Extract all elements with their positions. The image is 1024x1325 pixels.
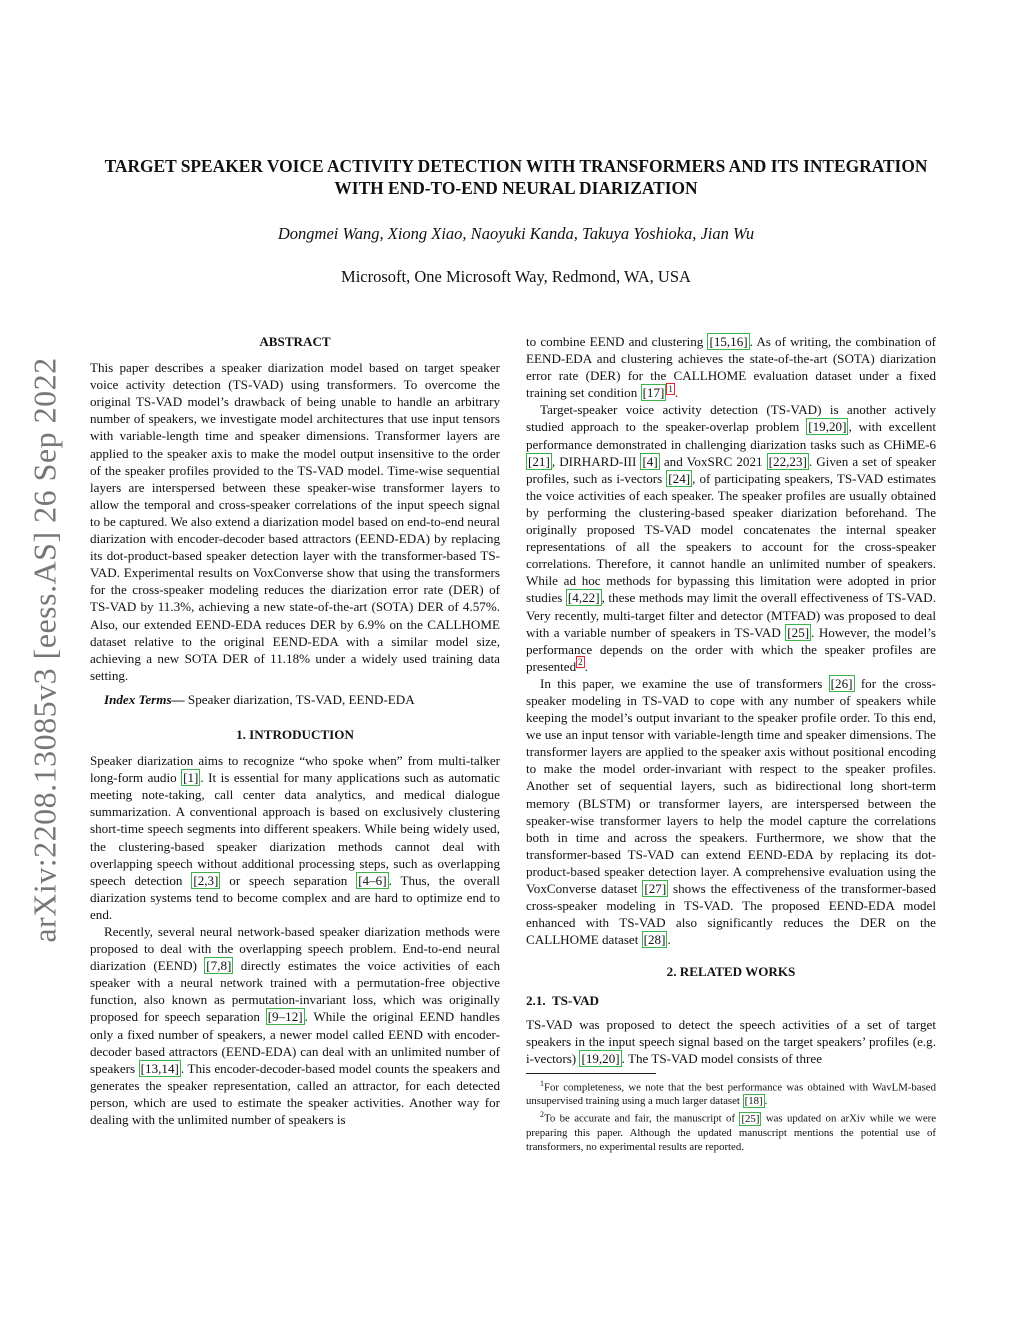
- citation-link[interactable]: [21]: [528, 453, 550, 469]
- citation-link[interactable]: [19,20]: [808, 419, 847, 435]
- citation-link[interactable]: [13,14]: [140, 1060, 179, 1076]
- right-paragraph-1: to combine EEND and clustering [15,16] . As of writing, the combination of EEND-EDA and clustering achieves the state-of-the-art (SOTA) diarization error rate (DER) for the CALLHOME evaluation dataset under a fixed training set condition [17] $^1$ .: [526, 334, 936, 401]
- ts-vad-subheading: 2.1. TS-VAD: [526, 993, 600, 1009]
- abstract-heading: ABSTRACT: [259, 334, 331, 349]
- footnote-link[interactable]: 2: [578, 657, 583, 668]
- introduction-heading: 1. INTRODUCTION: [236, 726, 354, 742]
- right-column: [526, 333, 936, 1154]
- citation-link[interactable]: [18]: [744, 1095, 763, 1108]
- footnote-1: $^1$For completeness, we note that the best performance was obtained with WavLM-based unsupervised training using a much larger dataset [18] .: [526, 1078, 936, 1108]
- citation-link[interactable]: [19,20]: [581, 1050, 620, 1066]
- citation-link[interactable]: [26]: [830, 675, 853, 691]
- citation-link[interactable]: [27]: [644, 881, 667, 896]
- citation-link[interactable]: [9–12]: [267, 1009, 303, 1025]
- citation-link[interactable]: [17]: [642, 385, 665, 401]
- related-works-heading: 2. RELATED WORKS: [666, 964, 796, 980]
- citation-link[interactable]: [4]: [642, 453, 658, 469]
- citation-link[interactable]: [25]: [741, 1113, 760, 1126]
- author-list: Dongmei Wang, Xiong Xiao, Naoyuki Kanda, Takuya Yoshioka, Jian Wu: [277, 224, 755, 243]
- footnote-divider: [526, 1073, 656, 1074]
- index-terms-text: Speaker diarization, TS-VAD, EEND-EDA: [187, 691, 415, 707]
- right-paragraph-3: In this paper, we examine the use of transformers [26] for the cross-speaker modeling in TS-VAD to cope with any number of speakers while keeping the model’s output invariant to the speaker profile order. To this end, we use an input tensor with variable-length time and speaker dimensions. The transformer layers are applied to the speaker axis without positional encoding to make the model order-invariant with respect to the speaker profiles. Another set of sequential layers, such as bidirectional long short-term memory (BLSTM) or transformer layers, are interspersed between the speaker-wise transformer layers to help the model capture the correlations both in time and across the speakers. Furthermore, we show that the transformer-based TS-VAD can extend EEND-EDA by replacing its dot-product-based speaker detection layer. A comprehensive evaluation using the VoxConverse dataset [27] shows the effectiveness of the transformer-based cross-speaker modeling in TS-VAD. The proposed EEND-EDA model enhanced with TS-VAD also significantly reduces the DER on the CALLHOME dataset [28] .: [526, 675, 936, 948]
- citation-link[interactable]: [4–6]: [358, 872, 387, 888]
- citation-link[interactable]: [4,22]: [567, 590, 600, 606]
- footnote-link[interactable]: 1: [668, 383, 673, 394]
- right-paragraph-2: Target-speaker voice activity detection (TS-VAD) is another actively studied approach to the speaker-overlap problem [19,20] , with excellent performance demonstrated in challenging diarization tasks such as CHiME-6 [21] , DIRHARD-III [4] and VoxSRC 2021 [22,23] . Given a set of speaker profiles, such as i-vectors [24] , of participating speakers, TS-VAD estimates the voice activities of each speaker. The speaker profiles are usually obtained by performing the clustering-based speaker diarization beforehand. The originally proposed TS-VAD model concatenates the internal speaker representations of all the speakers to account for the cross-speaker correlations. Therefore, it cannot handle an unlimited number of speakers. While ad hoc methods for bypassing this limitation were adopted in prior studies [4,22] , these methods may limit the overall effectiveness of TS-VAD. Very recently, multi-target filter and detector (MTFAD) was proposed to deal with a variable number of speakers in TS-VAD [25] . However, the model’s performance depends on the order with which the speaker profiles are presented $^2$ .: [526, 402, 937, 674]
- right-paragraph-4: TS-VAD was proposed to detect the speech activities of a set of target speakers in the input speech signal based on the target speakers’ profiles (e.g. i-vectors) [19,20] . The TS-VAD model consists of three: [526, 1016, 936, 1066]
- index-terms: [90, 691, 500, 708]
- citation-link[interactable]: [15,16]: [709, 334, 748, 349]
- arxiv-id: arXiv:2208.13085v3 [eess.AS] 26 Sep 2022: [26, 357, 63, 943]
- abstract-text: This paper describes a speaker diarization model based on target speaker voice activity detection (TS-VAD) using transformers. To overcome the original TS-VAD model’s drawback of being unable to handle an arbitrary number of speakers, we investigate model architectures that use input tensors with variable-length time and speaker dimensions. Transformer layers are applied to the speaker axis to make the model output insensitive to the order of the speaker profiles provided to the TS-VAD model. Time-wise sequential layers are interspersed between these speaker-wise transformer layers to allow the temporal and cross-speaker correlations of the input speech signal to be captured. We also extend a diarization model based on end-to-end neural diarization with encoder-decoder based attractors (EEND-EDA) by replacing its dot-product-based speaker detection layer with the transformer-based TS-VAD. Experimental results on VoxConverse show that using the transformers for the cross-speaker modeling reduces the diarization error rate (DER) of TS-VAD by 11.3%, achieving a new state-of-the-art (SOTA) DER of 4.57%. Also, our extended EEND-EDA reduces DER by 6.9% on the CALLHOME dataset relative to the original EEND-EDA with a similar model size, achieving a new SOTA DER of 11.18% under a widely used training data setting.: [90, 360, 500, 683]
- paper-title: TARGET SPEAKER VOICE ACTIVITY DETECTION WITH TRANSFORMERS AND ITS INTEGRATION WITH END-TO-END NEURAL DIARIZATION: [104, 156, 928, 198]
- citation-link[interactable]: [25]: [787, 624, 810, 640]
- left-column: [90, 333, 500, 1128]
- citation-link[interactable]: [22,23]: [768, 453, 807, 469]
- index-terms-label: Index Terms—: [104, 691, 185, 707]
- arxiv-identifier-sidebar: [22, 345, 68, 955]
- intro-paragraph-2: Recently, several neural network-based speaker diarization methods were proposed to deal with the overlapping speech problem. End-to-end neural diarization (EEND) [7,8] directly estimates the voice activities of each speaker with a neural network trained with a permutation-free objective function, also known as permutation-invariant loss, which was originally proposed for speech separation [9–12] . While the original EEND handles only a fixed number of speakers, a newer model called EEND with encoder-decoder based attractors (EEND-EDA) can deal with an unlimited number of speakers [13,14] . This encoder-decoder-based model counts the speakers and generates the speaker representation, called an attractor, for each detected person, which are used to estimate the speaker activities. Another way for dealing with the unlimited number of speakers is: [90, 924, 500, 1128]
- citation-link[interactable]: [1]: [183, 770, 199, 786]
- citation-link[interactable]: [2,3]: [193, 872, 219, 888]
- citation-link[interactable]: [24]: [668, 470, 691, 486]
- intro-paragraph-1: Speaker diarization aims to recognize “who spoke when” from multi-talker long-form audio [1] . It is essential for many applications such as automatic meeting note-taking, call center data analytics, and medical dialogue summarization. A conventional approach is based on exclusively clustering short-time speech segments into different speakers. While being widely used, the clustering-based speaker diarization methods cannot deal with overlapping speech without additional processing steps, such as overlapping speech detection [2,3] or speech separation [4–6] . Thus, the overall diarization systems tend to become complex and are hard to optimize end to end.: [90, 753, 500, 922]
- citation-link[interactable]: [7,8]: [206, 958, 232, 974]
- citation-link[interactable]: [28]: [643, 932, 666, 948]
- footnote-2: $^2$To be accurate and fair, the manuscript of [25] was updated on arXiv while we were preparing this paper. Although the updated manuscript mentions the potential use of transformers, no experimental results are reported.: [526, 1110, 937, 1154]
- affiliation: Microsoft, One Microsoft Way, Redmond, WA, USA: [341, 267, 691, 286]
